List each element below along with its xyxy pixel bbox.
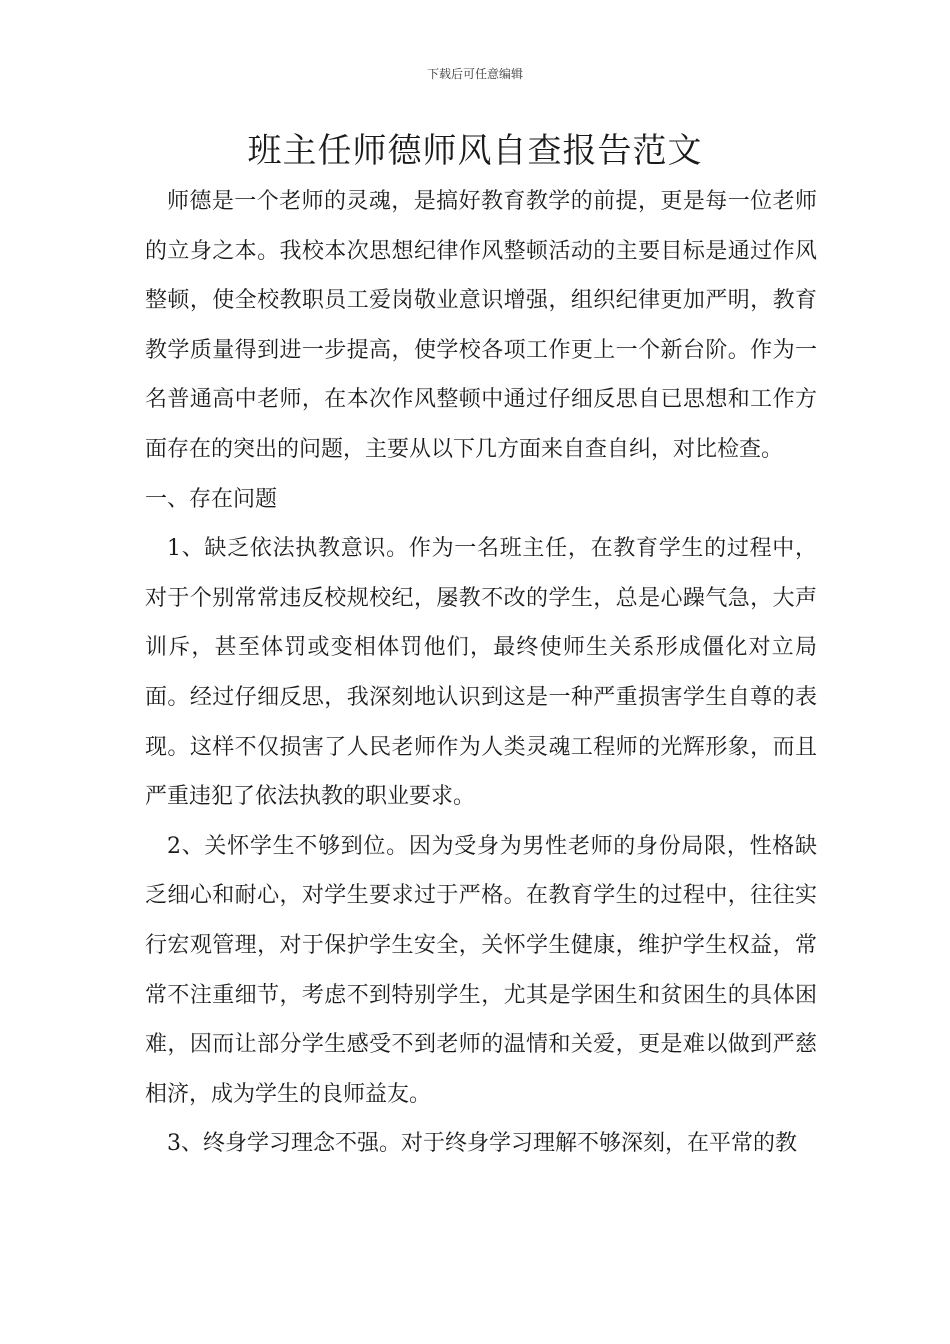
- paragraph-intro: 师德是一个老师的灵魂，是搞好教育教学的前提，更是每一位老师的立身之本。我校本次思想纪律作风整顿活动的主要目标是通过作风整顿，使全校教职员工爱岗敬业意识增强，组织纪律更加严明，教育教学质量得到进一步提高，使学校各项工作更上一个新台阶。作为一名普通高中老师，在本次作风整顿中通过仔细反思自已思想和工作方面存在的突出的问题，主要从以下几方面来自查自纠，对比检查。: [145, 189, 817, 462]
- paragraph-item-1: 1、缺乏依法执教意识。作为一名班主任，在教育学生的过程中，对于个别常常违反校规校纪，屡教不改的学生，总是心躁气急，大声训斥，甚至体罚或变相体罚他们，最终使师生关系形成僵化对立局面。经过仔细反思，我深刻地认识到这是一种严重损害学生自尊的表现。这样不仅损害了人民老师作为人类灵魂工程师的光辉形象，而且严重违犯了依法执教的职业要求。: [145, 536, 817, 810]
- section-heading-problems: 一、存在问题: [145, 486, 278, 512]
- paragraph-item-3: 3、终身学习理念不强。对于终身学习理解不够深刻，在平常的教: [167, 1131, 797, 1157]
- paragraph-item-2: 2、关怀学生不够到位。因为受身为男性老师的身份局限，性格缺乏细心和耐心，对学生要求过于严格。在教育学生的过程中，往往实行宏观管理，对于保护学生安全，关怀学生健康，维护学生权益，常常不注重细节，考虑不到特别学生，尤其是学困生和贫困生的具体困难，因而让部分学生感受不到老师的温情和关爱，更是难以做到严慈相济，成为学生的良师益友。: [145, 833, 817, 1107]
- document-body: [145, 177, 817, 1169]
- header-note: 下载后可任意编辑: [426, 67, 523, 81]
- document-title: 班主任师德师风自查报告范文: [247, 131, 703, 171]
